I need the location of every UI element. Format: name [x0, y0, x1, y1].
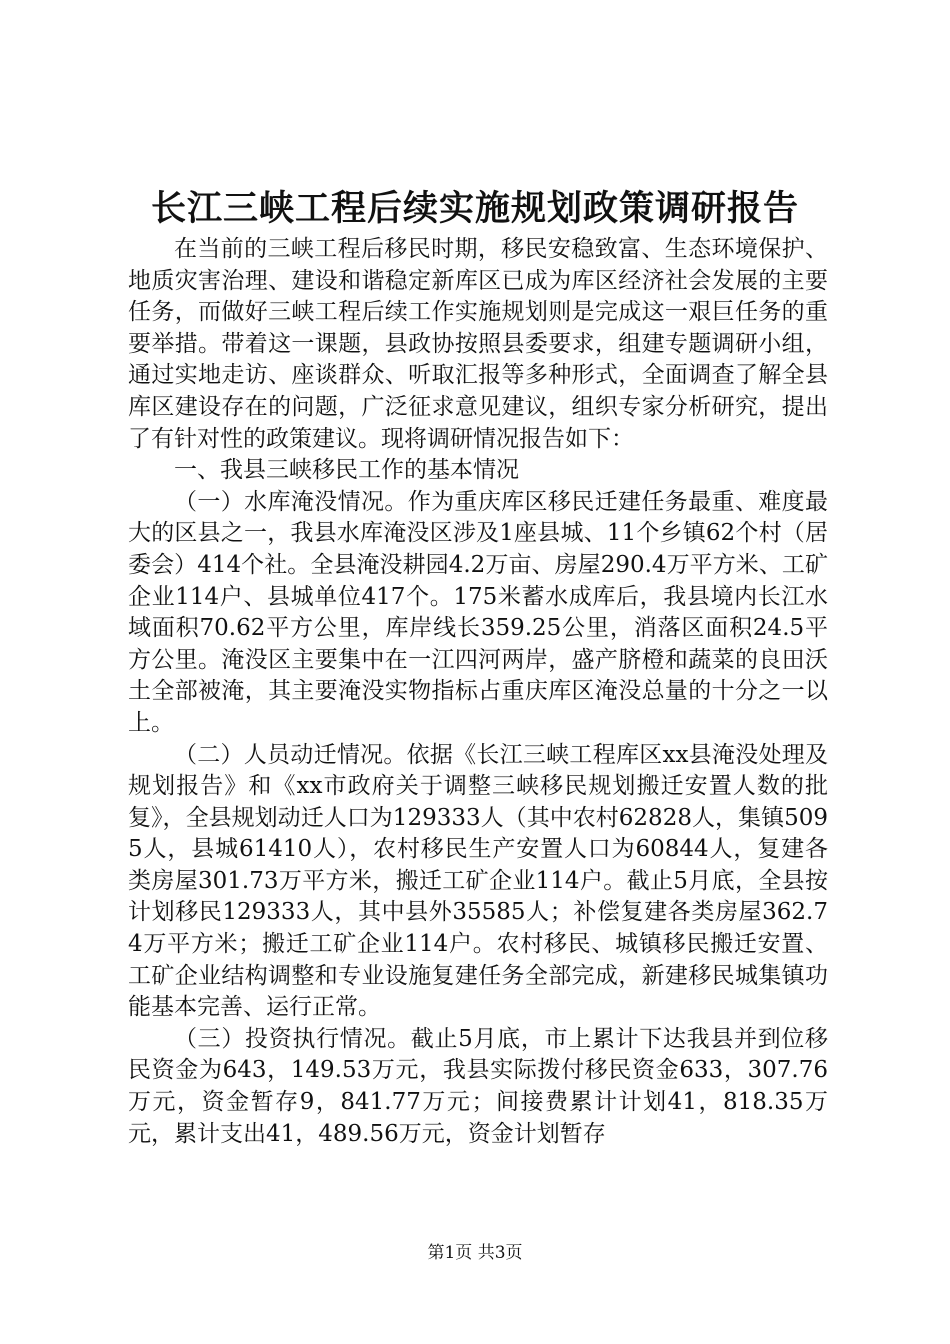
- intro-paragraph: 在当前的三峡工程后移民时期，移民安稳致富、生态环境保护、地质灾害治理、建设和谐稳定新库区已成为库区经济社会发展的主要任务，而做好三峡工程后续工作实施规划则是完成这一艰巨任务的重要举措。带着这一课题，县政协按照县委要求，组建专题调研小组，通过实地走访、座谈群众、听取汇报等多种形式，全面调查了解全县库区建设存在的问题，广泛征求意见建议，组织专家分析研究，提出了有针对性的政策建议。现将调研情况报告如下：: [128, 236, 828, 452]
- reservoir-flooding-paragraph: （一）水库淹没情况。作为重庆库区移民迁建任务最重、难度最大的区县之一，我县水库淹没区涉及1座县城、11个乡镇62个村（居委会）414个社。全县淹没耕园4.2万亩、房屋290.4万平方米、工矿企业114户、县城单位417个。175米蓄水成库后，我县境内长江水域面积70.62平方公里，库岸线长359.25公里，消落区面积24.5平方公里。淹没区主要集中在一江四河两岸，盛产脐橙和蔬菜的良田沃土全部被淹，其主要淹没实物指标占重庆库区淹没总量的十分之一以上。: [128, 488, 828, 736]
- document-body: [128, 234, 828, 1150]
- page-footer: 第1页 共3页: [427, 1243, 523, 1263]
- investment-paragraph: （三）投资执行情况。截止5月底，市上累计下达我县并到位移民资金为643，149.53万元，我县实际拨付移民资金633，307.76万元，资金暂存9，841.77万元；间接费累计计划41，818.35万元，累计支出41，489.56万元，资金计划暂存: [128, 1025, 828, 1147]
- relocation-paragraph: （二）人员动迁情况。依据《长江三峡工程库区xx县淹没处理及规划报告》和《xx市政府关于调整三峡移民规划搬迁安置人数的批复》，全县规划动迁人口为129333人（其中农村62828人，集镇5095人，县城61410人），农村移民生产安置人口为60844人，复建各类房屋301.73万平方米，搬迁工矿企业114户。截止5月底，全县按计划移民129333人，其中县外35585人；补偿复建各类房屋362.74万平方米；搬迁工矿企业114户。农村移民、城镇移民搬迁安置、工矿企业结构调整和专业设施复建任务全部完成，新建移民城集镇功能基本完善、运行正常。: [128, 741, 828, 1021]
- document-title: 长江三峡工程后续实施规划政策调研报告: [150, 188, 799, 229]
- section-heading: 一、我县三峡移民工作的基本情况: [174, 457, 519, 484]
